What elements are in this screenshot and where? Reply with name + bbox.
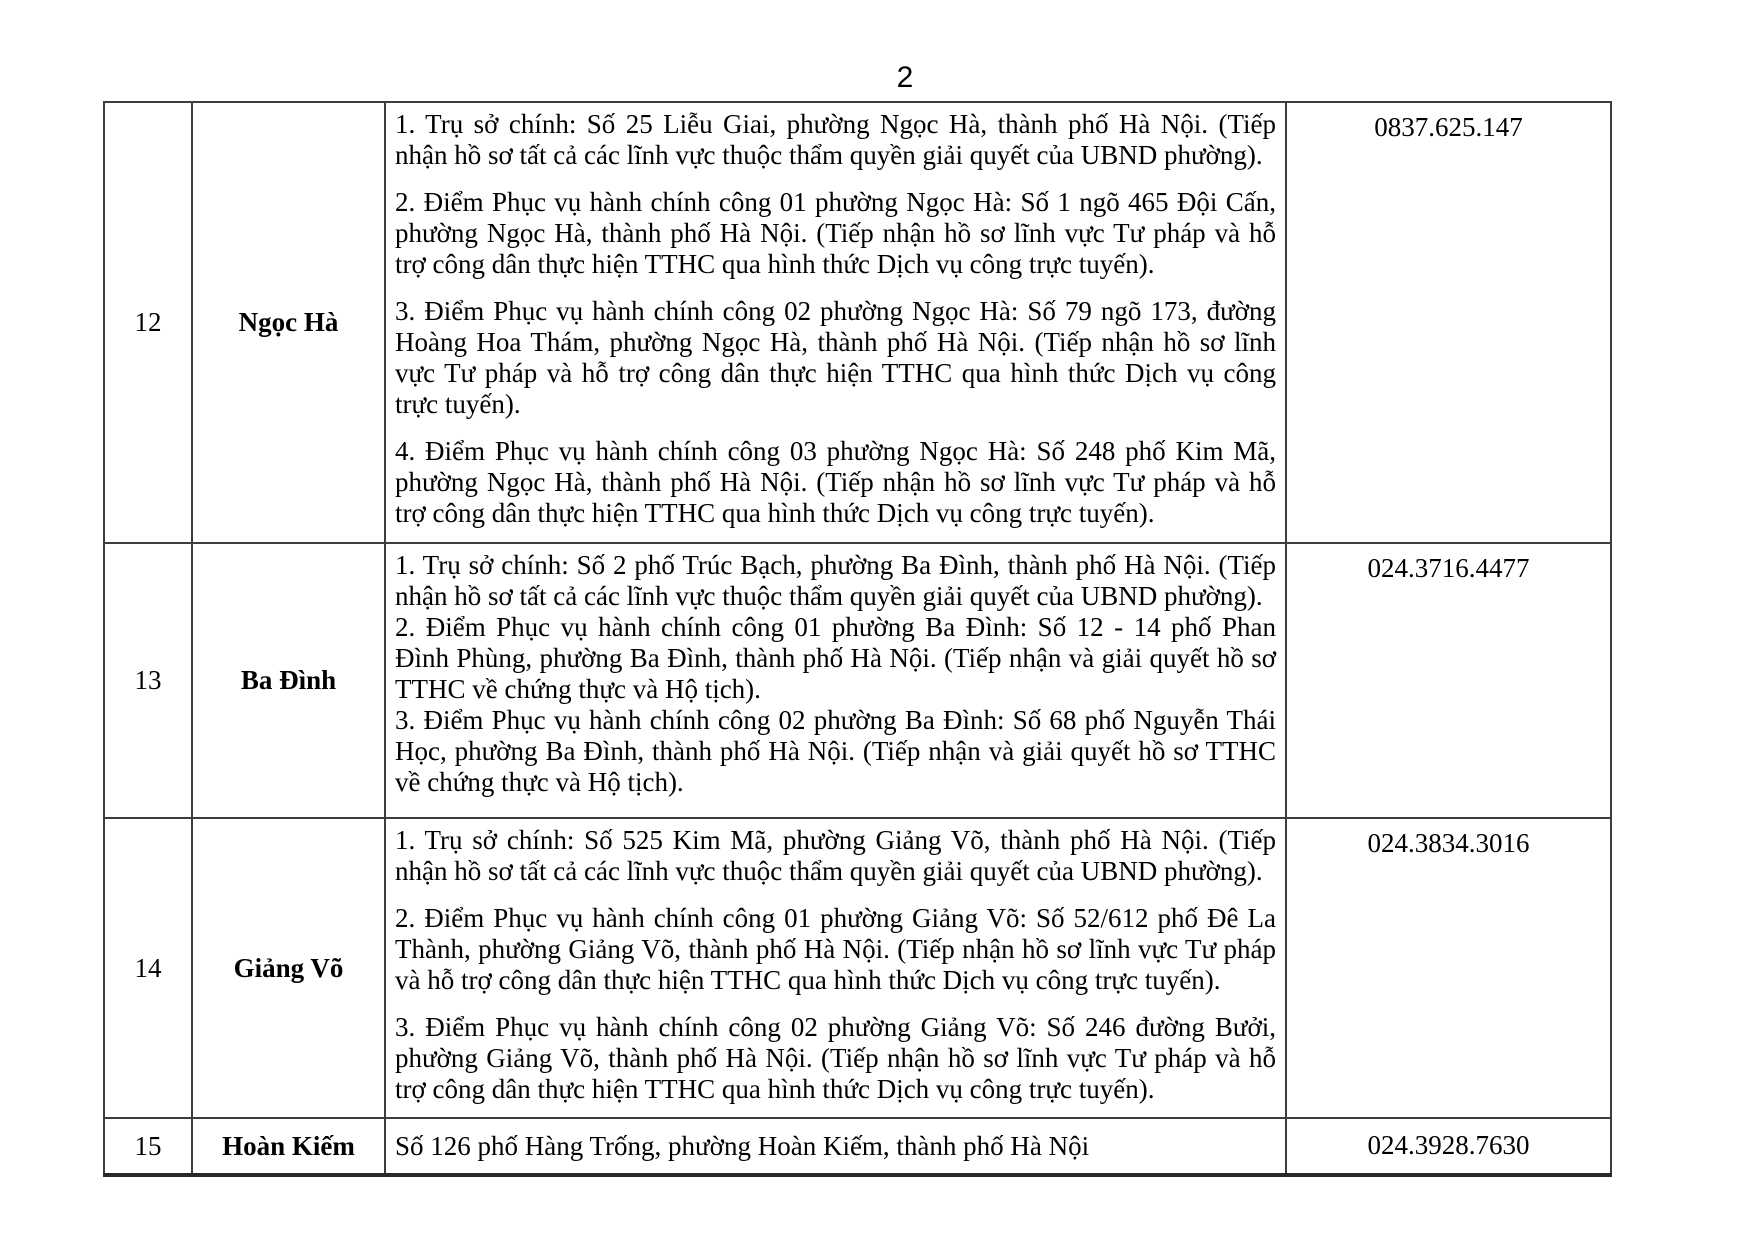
ward-name-cell: Hoàn Kiếm	[192, 1118, 385, 1175]
address-paragraph: 4. Điểm Phục vụ hành chính công 03 phường Ngọc Hà: Số 248 phố Kim Mã, phường Ngọc Hà, thành phố Hà Nội. (Tiếp nhận hồ sơ lĩnh vực Tư pháp và hỗ trợ công dân thực hiện TTHC qua hình thức Dịch vụ công trực tuyến).	[395, 436, 1276, 528]
address-paragraph: 3. Điểm Phục vụ hành chính công 02 phường Giảng Võ: Số 246 đường Bưởi, phường Giảng Võ, thành phố Hà Nội. (Tiếp nhận hồ sơ lĩnh vực Tư pháp và hỗ trợ công dân thực hiện TTHC qua hình thức Dịch vụ công trực tuyến).	[395, 1012, 1276, 1104]
address-paragraph: 1. Trụ sở chính: Số 525 Kim Mã, phường Giảng Võ, thành phố Hà Nội. (Tiếp nhận hồ sơ tất cả các lĩnh vực thuộc thẩm quyền giải quyết của UBND phường).	[395, 825, 1276, 886]
address-cell	[385, 1118, 1286, 1175]
row-number-cell: 13	[104, 543, 192, 818]
address-paragraph: 3. Điểm Phục vụ hành chính công 02 phường Ngọc Hà: Số 79 ngõ 173, đường Hoàng Hoa Thám, phường Ngọc Hà, thành phố Hà Nội. (Tiếp nhận hồ sơ lĩnh vực Tư pháp và hỗ trợ công dân thực hiện TTHC qua hình thức Dịch vụ công trực tuyến).	[395, 296, 1276, 419]
address-paragraph: 2. Điểm Phục vụ hành chính công 01 phường Giảng Võ: Số 52/612 phố Đê La Thành, phường Giảng Võ, thành phố Hà Nội. (Tiếp nhận hồ sơ lĩnh vực Tư pháp và hỗ trợ công dân thực hiện TTHC qua hình thức Dịch vụ công trực tuyến).	[395, 903, 1276, 995]
address-paragraph: 1. Trụ sở chính: Số 25 Liễu Giai, phường Ngọc Hà, thành phố Hà Nội. (Tiếp nhận hồ sơ tất cả các lĩnh vực thuộc thẩm quyền giải quyết của UBND phường).	[395, 109, 1276, 170]
table-row	[104, 102, 1611, 543]
address-paragraph: 3. Điểm Phục vụ hành chính công 02 phường Ba Đình: Số 68 phố Nguyễn Thái Học, phường Ba Đình, thành phố Hà Nội. (Tiếp nhận và giải quyết hồ sơ TTHC về chứng thực và Hộ tịch).	[395, 705, 1276, 797]
ward-name-cell: Giảng Võ	[192, 818, 385, 1118]
table-row	[104, 818, 1611, 1118]
row-number-cell: 15	[104, 1118, 192, 1175]
address-paragraph: 2. Điểm Phục vụ hành chính công 01 phường Ngọc Hà: Số 1 ngõ 465 Đội Cấn, phường Ngọc Hà, thành phố Hà Nội. (Tiếp nhận hồ sơ lĩnh vực Tư pháp và hỗ trợ công dân thực hiện TTHC qua hình thức Dịch vụ công trực tuyến).	[395, 187, 1276, 279]
row-number-cell: 12	[104, 102, 192, 543]
address-paragraph: 1. Trụ sở chính: Số 2 phố Trúc Bạch, phường Ba Đình, thành phố Hà Nội. (Tiếp nhận hồ sơ tất cả các lĩnh vực thuộc thẩm quyền giải quyết của UBND phường).	[395, 550, 1276, 611]
phone-cell: 024.3928.7630	[1286, 1118, 1611, 1175]
phone-cell: 0837.625.147	[1286, 102, 1611, 543]
table-row	[104, 1118, 1611, 1175]
table-row	[104, 543, 1611, 818]
ward-contact-table	[103, 101, 1612, 1177]
phone-cell: 024.3716.4477	[1286, 543, 1611, 818]
phone-cell: 024.3834.3016	[1286, 818, 1611, 1118]
page-number: 2	[896, 61, 914, 94]
address-cell	[385, 102, 1286, 543]
address-cell	[385, 818, 1286, 1118]
ward-name-cell: Ba Đình	[192, 543, 385, 818]
row-number-cell: 14	[104, 818, 192, 1118]
address-paragraph: 2. Điểm Phục vụ hành chính công 01 phường Ba Đình: Số 12 - 14 phố Phan Đình Phùng, phường Ba Đình, thành phố Hà Nội. (Tiếp nhận và giải quyết hồ sơ TTHC về chứng thực và Hộ tịch).	[395, 612, 1276, 704]
address-paragraph: Số 126 phố Hàng Trống, phường Hoàn Kiếm, thành phố Hà Nội	[395, 1130, 1090, 1161]
ward-name-cell: Ngọc Hà	[192, 102, 385, 543]
table-body	[104, 102, 1611, 1175]
address-cell	[385, 543, 1286, 818]
